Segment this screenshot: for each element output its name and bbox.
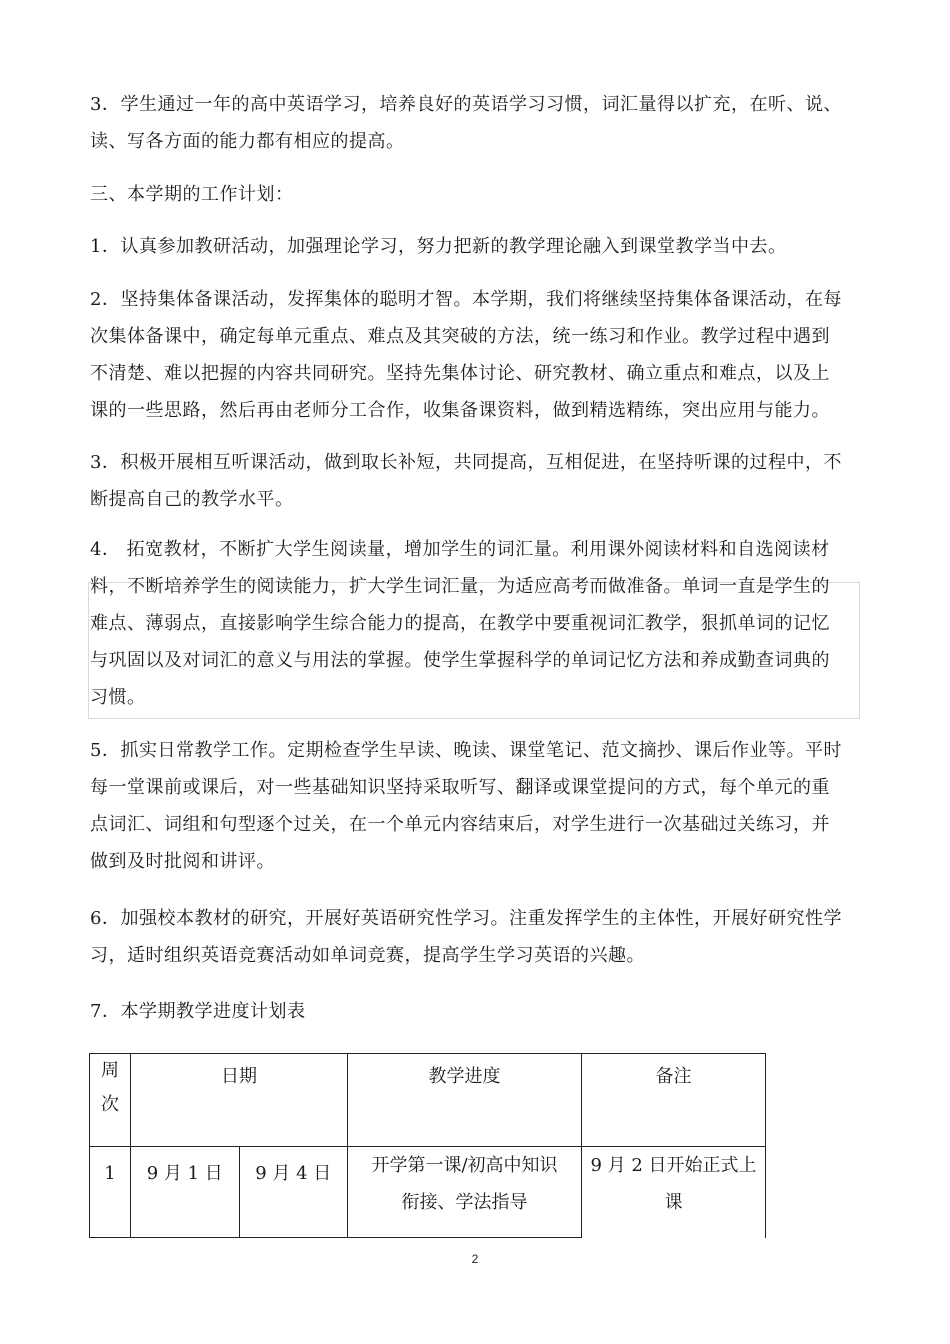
text-line: 做到及时批阅和讲评。 [90, 851, 275, 872]
text-line: 断提高自己的教学水平。 [90, 489, 294, 510]
cell-note [582, 1147, 766, 1238]
schedule-table [89, 1053, 766, 1238]
header-progress [348, 1054, 582, 1147]
paragraph-goal-3 [90, 86, 860, 160]
cell-note-line: 9 月 2 日开始正式上 [590, 1155, 757, 1176]
text-line: 三、本学期的工作计划： [90, 184, 294, 205]
plan-item-6 [90, 900, 860, 974]
text-line: 5．抓实日常教学工作。定期检查学生早读、晚读、课堂笔记、范文摘抄、课后作业等。平时 [90, 740, 842, 761]
text-line: 课的一些思路，然后再由老师分工合作，收集备课资料，做到精选精练，突出应用与能力。 [90, 400, 830, 421]
table-header-row [90, 1054, 766, 1147]
plan-item-3 [90, 444, 860, 518]
text-line: 3．积极开展相互听课活动，做到取长补短，共同提高，互相促进，在坚持听课的过程中，不 [90, 452, 842, 473]
text-line: 1．认真参加教研活动，加强理论学习，努力把新的教学理论融入到课堂教学当中去。 [90, 236, 787, 257]
text-line: 难点、薄弱点，直接影响学生综合能力的提高，在教学中要重视词汇教学，狠抓单词的记忆 [90, 613, 830, 634]
section-heading [90, 176, 860, 213]
cell-progress-line: 衔接、学法指导 [401, 1192, 528, 1213]
text-line: 每一堂课前或课后，对一些基础知识坚持采取听写、翻译或课堂提问的方式，每个单元的重 [90, 777, 830, 798]
cell-week-text: 1 [104, 1163, 116, 1184]
plan-item-2 [90, 281, 860, 429]
plan-item-4 [90, 531, 860, 716]
cell-progress [348, 1147, 582, 1238]
plan-item-5 [90, 732, 860, 880]
cell-end-date [239, 1147, 348, 1238]
header-note [582, 1054, 766, 1147]
cell-week [90, 1147, 131, 1238]
cell-end-text: 9 月 4 日 [255, 1163, 332, 1184]
text-line: 次集体备课中，确定每单元重点、难点及其突破的方法，统一练习和作业。教学过程中遇到 [90, 326, 830, 347]
text-line: 料，不断培养学生的阅读能力，扩大学生词汇量，为适应高考而做准备。单词一直是学生的 [90, 576, 830, 597]
text-line: 2．坚持集体备课活动，发挥集体的聪明才智。本学期，我们将继续坚持集体备课活动，在每 [90, 289, 842, 310]
header-note-text: 备注 [655, 1066, 692, 1087]
cell-note-line: 课 [664, 1192, 683, 1213]
header-week [90, 1054, 131, 1147]
page-number: 2 [471, 1252, 479, 1266]
header-progress-text: 教学进度 [428, 1066, 501, 1087]
header-week-line: 次 [101, 1094, 119, 1115]
header-date [131, 1054, 348, 1147]
text-line: 习惯。 [90, 687, 146, 708]
header-week-line: 周 [101, 1060, 119, 1081]
cell-start-text: 9 月 1 日 [146, 1163, 223, 1184]
cell-start-date [131, 1147, 240, 1238]
cell-progress-line: 开学第一课/初高中知识 [371, 1155, 558, 1176]
header-date-text: 日期 [221, 1066, 257, 1087]
text-line: 与巩固以及对词汇的意义与用法的掌握。使学生掌握科学的单词记忆方法和养成勤查词典的 [90, 650, 830, 671]
text-line: 习，适时组织英语竞赛活动如单词竞赛，提高学生学习英语的兴趣。 [90, 945, 645, 966]
text-line: 不清楚、难以把握的内容共同研究。坚持先集体讨论、研究教材、确立重点和难点，以及上 [90, 363, 830, 384]
text-line: 4． 拓宽教材，不断扩大学生阅读量，增加学生的词汇量。利用课外阅读材料和自选阅读材 [90, 539, 830, 560]
text-line: 读、写各方面的能力都有相应的提高。 [90, 131, 405, 152]
text-line: 3．学生通过一年的高中英语学习，培养良好的英语学习习惯，词汇量得以扩充，在听、说、 [90, 94, 842, 115]
table-row [90, 1147, 766, 1238]
plan-item-1 [90, 228, 860, 265]
text-line: 点词汇、词组和句型逐个过关，在一个单元内容结束后，对学生进行一次基础过关练习，并 [90, 814, 830, 835]
plan-item-7 [90, 993, 860, 1030]
text-line: 7．本学期教学进度计划表 [90, 1001, 306, 1022]
text-line: 6．加强校本教材的研究，开展好英语研究性学习。注重发挥学生的主体性，开展好研究性学 [90, 908, 842, 929]
